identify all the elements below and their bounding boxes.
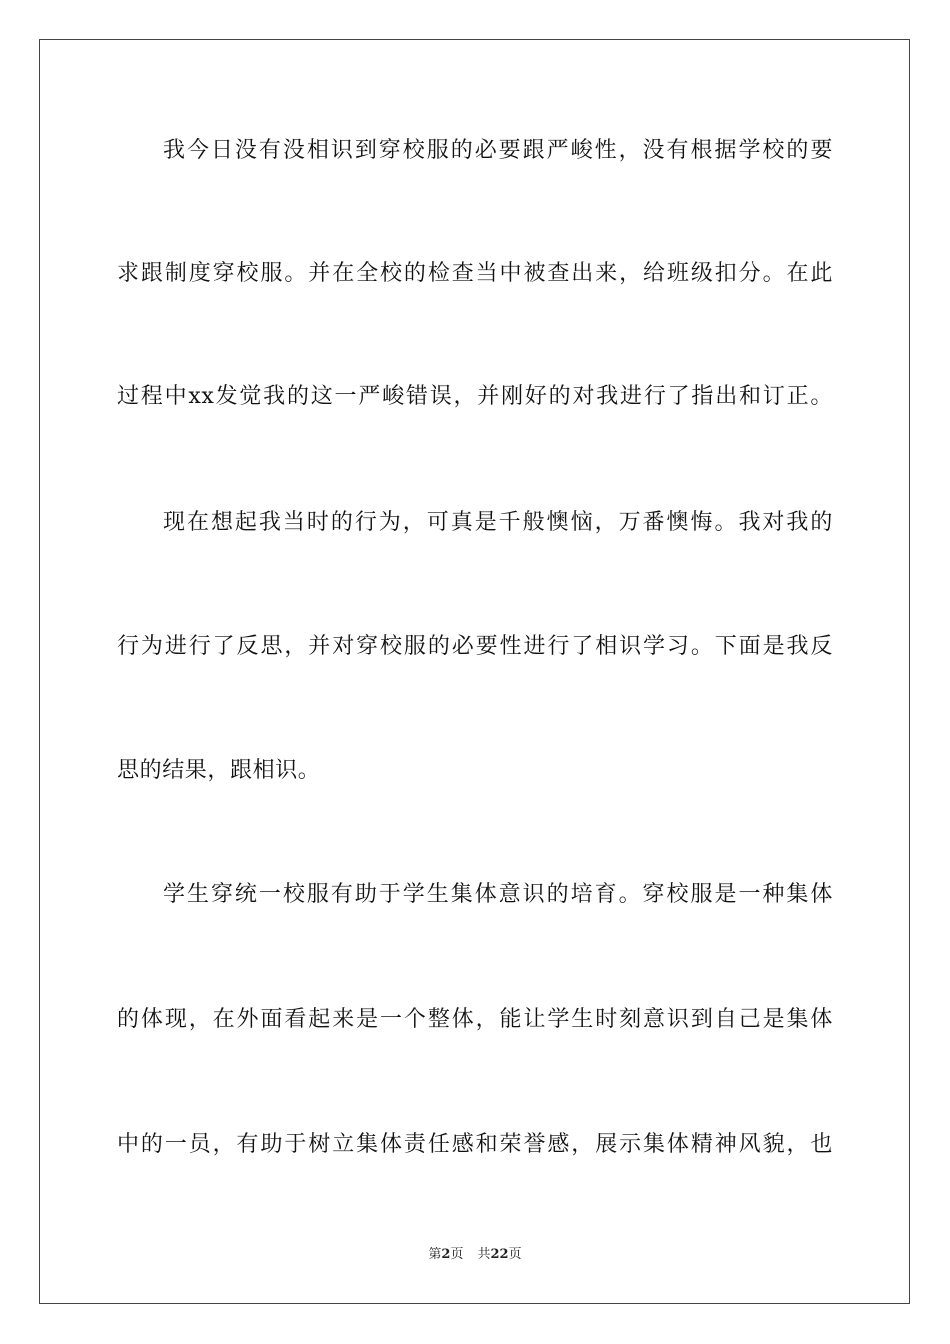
total-prefix: 共 bbox=[477, 1247, 491, 1262]
page-footer bbox=[0, 1246, 950, 1264]
page-prefix: 第 bbox=[428, 1247, 442, 1262]
paragraph-3-line-3: 中的一员，有助于树立集体责任感和荣誉感，展示集体精神风貌，也 bbox=[117, 1132, 833, 1157]
page-suffix: 页 bbox=[450, 1247, 464, 1262]
paragraph-1-line-3: 过程中xx发觉我的这一严峻错误，并刚好的对我进行了指出和订正。 bbox=[117, 384, 833, 409]
total-page-count: 22 bbox=[490, 1247, 509, 1262]
current-page-number: 2 bbox=[441, 1247, 451, 1262]
page-border bbox=[39, 39, 910, 1304]
paragraph-1-line-2: 求跟制度穿校服。并在全校的检查当中被查出来，给班级扣分。在此 bbox=[117, 261, 833, 286]
paragraph-3-line-2: 的体现，在外面看起来是一个整体，能让学生时刻意识到自己是集体 bbox=[117, 1007, 833, 1032]
paragraph-2-line-3: 思的结果，跟相识。 bbox=[117, 758, 321, 783]
paragraph-1-line-1: 我今日没有没相识到穿校服的必要跟严峻性，没有根据学校的要 bbox=[163, 138, 833, 163]
total-suffix: 页 bbox=[508, 1247, 522, 1262]
paragraph-2-line-2: 行为进行了反思，并对穿校服的必要性进行了相识学习。下面是我反 bbox=[117, 634, 833, 659]
paragraph-3-line-1: 学生穿统一校服有助于学生集体意识的培育。穿校服是一种集体 bbox=[163, 882, 833, 907]
paragraph-2-line-1: 现在想起我当时的行为，可真是千般懊恼，万番懊悔。我对我的 bbox=[163, 510, 833, 535]
